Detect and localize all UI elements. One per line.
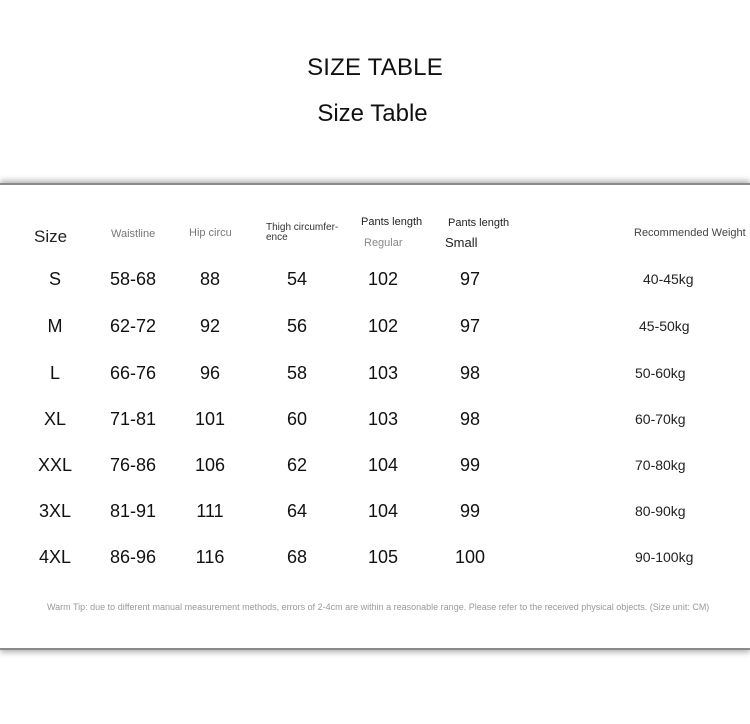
row-thigh: 60 — [286, 409, 308, 429]
header-pants-small — [445, 217, 510, 250]
row-hip: 116 — [195, 547, 225, 567]
header-size: Size — [34, 227, 68, 246]
row-weight: 70-80kg — [635, 457, 686, 473]
page-title: SIZE TABLE — [307, 54, 443, 81]
header-pants-regular-label: Pants length — [361, 216, 423, 228]
row-hip: 111 — [196, 501, 224, 521]
row-hip: 106 — [194, 455, 226, 475]
row-size: 4XL — [38, 547, 72, 567]
warm-tip: Warm Tip: due to different manual measurement methods, errors of 2-4cm are within a reasonable range. Please refer to the received physical objects. (Size unit: CM) — [47, 602, 710, 612]
table-row — [0, 455, 750, 485]
row-hip: 88 — [199, 269, 221, 289]
header-hip: Hip circu — [189, 227, 232, 239]
row-size: L — [49, 363, 60, 383]
table-row — [0, 501, 750, 531]
header-pants-small-label: Pants length — [448, 217, 510, 229]
row-pants-regular: 105 — [367, 547, 399, 567]
row-hip: 96 — [199, 363, 221, 383]
row-size: XXL — [37, 455, 73, 475]
row-waistline: 62-72 — [109, 316, 157, 336]
row-pants-small: 97 — [459, 269, 481, 289]
row-waistline: 81-91 — [109, 501, 157, 521]
row-size: M — [47, 316, 63, 336]
row-pants-regular: 102 — [367, 316, 399, 336]
header-thigh: Thigh circumfer- ence — [266, 222, 339, 243]
page-subtitle: Size Table — [317, 100, 428, 127]
row-weight: 80-90kg — [635, 503, 686, 519]
row-weight: 50-60kg — [635, 365, 686, 381]
row-pants-small: 99 — [459, 501, 481, 521]
row-weight: 60-70kg — [635, 411, 686, 427]
row-pants-regular: 104 — [367, 501, 399, 521]
row-pants-small: 97 — [459, 316, 481, 336]
row-pants-regular: 104 — [367, 455, 399, 475]
row-thigh: 64 — [286, 501, 308, 521]
row-thigh: 62 — [286, 455, 308, 475]
row-weight: 40-45kg — [643, 271, 694, 287]
row-pants-regular: 102 — [367, 269, 399, 289]
header-waistline: Waistline — [111, 228, 156, 240]
row-pants-small: 100 — [454, 547, 486, 567]
size-table-panel — [0, 183, 750, 650]
header-weight: Recommended Weight — [634, 227, 746, 239]
row-thigh: 68 — [286, 547, 308, 567]
row-waistline: 86-96 — [109, 547, 157, 567]
row-thigh: 56 — [286, 316, 308, 336]
table-row — [0, 547, 750, 577]
row-pants-regular: 103 — [367, 363, 399, 383]
row-size: S — [48, 269, 61, 289]
table-row — [0, 409, 750, 439]
row-thigh: 58 — [286, 363, 308, 383]
row-weight: 90-100kg — [635, 549, 694, 565]
row-waistline: 71-81 — [109, 409, 157, 429]
row-hip: 92 — [199, 316, 221, 336]
header-pants-regular — [361, 216, 422, 249]
row-weight: 45-50kg — [639, 318, 690, 334]
row-hip: 101 — [194, 409, 226, 429]
row-pants-small: 98 — [459, 409, 481, 429]
row-pants-regular: 103 — [367, 409, 399, 429]
row-pants-small: 98 — [459, 363, 481, 383]
row-size: XL — [43, 409, 67, 429]
row-waistline: 76-86 — [109, 455, 157, 475]
table-row — [0, 363, 750, 393]
header-pants-regular-sub: Regular — [364, 237, 403, 249]
row-pants-small: 99 — [459, 455, 481, 475]
header-pants-small-sub: Small — [445, 235, 478, 250]
table-row — [0, 269, 750, 299]
table-row — [0, 316, 750, 346]
row-thigh: 54 — [286, 269, 308, 289]
row-size: 3XL — [38, 501, 72, 521]
row-waistline: 58-68 — [109, 269, 157, 289]
row-waistline: 66-76 — [109, 363, 157, 383]
